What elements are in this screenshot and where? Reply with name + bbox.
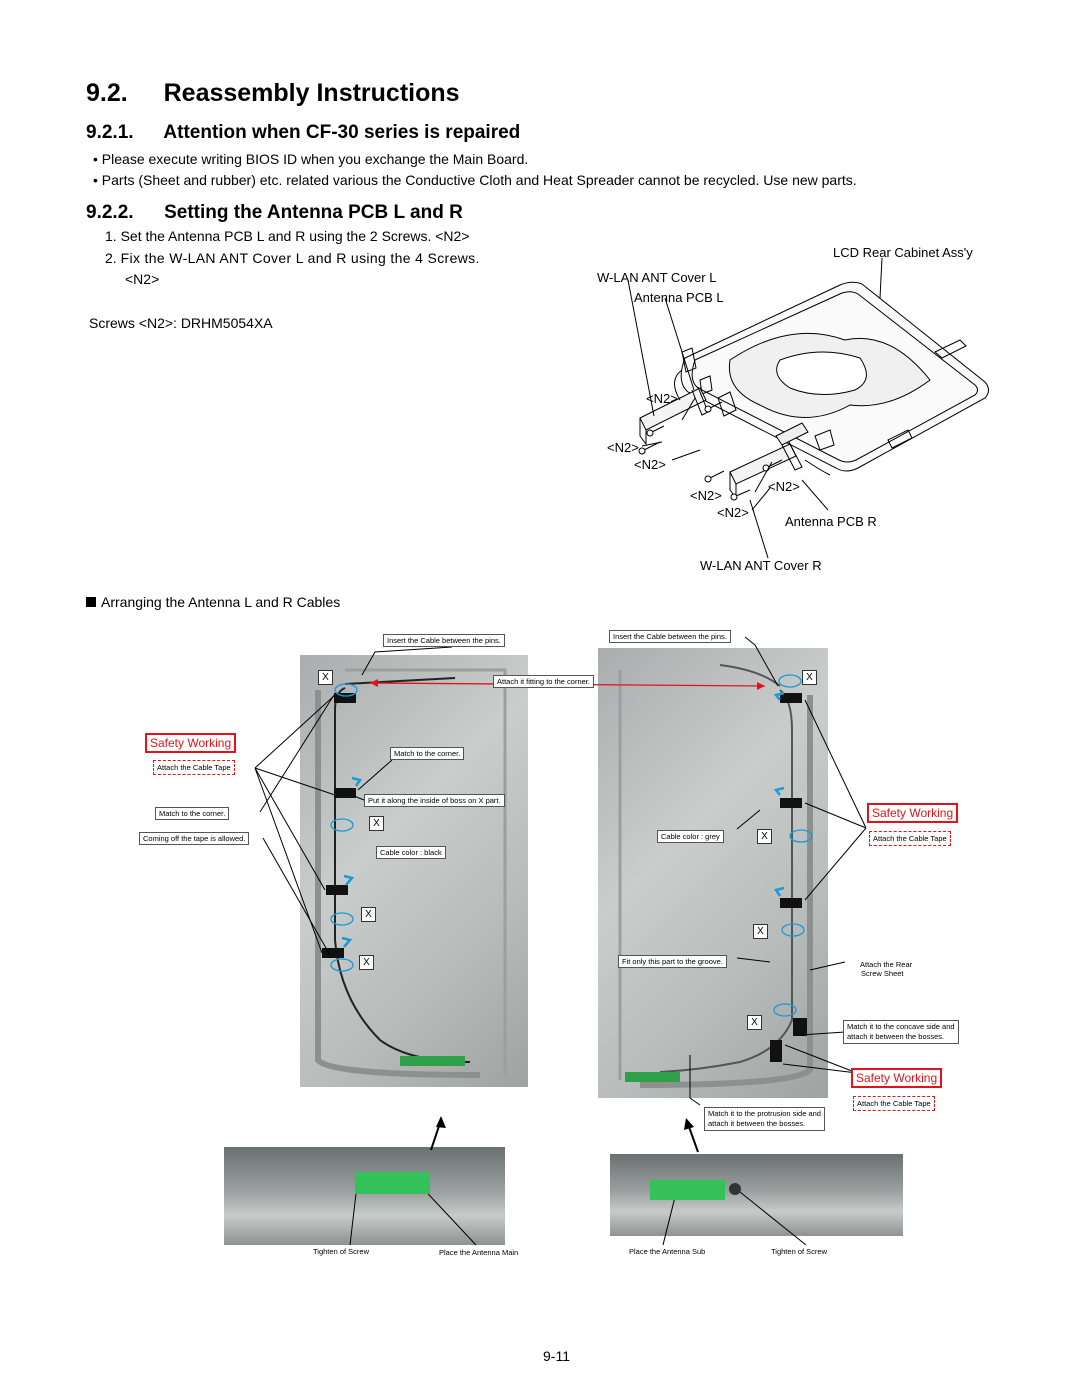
x-marker-6: X xyxy=(757,829,772,844)
step-1-text: Set the Antenna PCB L and R using the 2 Screws. <N2> xyxy=(120,228,470,244)
safety-working-badge-2: Safety Working xyxy=(867,803,958,823)
arranging-text: Arranging the Antenna L and R Cables xyxy=(101,594,341,610)
attach-fitting-callout: Attach it fitting to the corner. xyxy=(493,675,594,688)
bullet-text-1: Please execute writing BIOS ID when you exchange the Main Board. xyxy=(101,151,529,167)
x-marker-3: X xyxy=(369,816,384,831)
lcd-rear-cabinet-label: LCD Rear Cabinet Ass'y xyxy=(833,245,973,260)
x-marker-1: X xyxy=(318,670,333,685)
subsection-number-2: 9.2.2. xyxy=(86,202,134,223)
n2-label-5: <N2> xyxy=(690,488,722,503)
subsection-number-1: 9.2.1. xyxy=(86,122,134,143)
step-1 xyxy=(105,228,470,244)
antenna-pcb-r-label: Antenna PCB R xyxy=(785,514,877,529)
bullet-text-2: Parts (Sheet and rubber) etc. related various the Conductive Cloth and Heat Spreader cannot be recycled. Use new parts. xyxy=(101,172,857,188)
n2-label-6: <N2> xyxy=(717,505,749,520)
screws-note: Screws <N2>: DRHM5054XA xyxy=(89,315,273,331)
match-concave-callout xyxy=(843,1020,959,1044)
cable-black-callout: Cable color : black xyxy=(376,846,446,859)
x-marker-8: X xyxy=(747,1015,762,1030)
cable-grey-callout: Cable color : grey xyxy=(657,830,724,843)
attach-rear-line-1: Attach the Rear xyxy=(860,960,913,969)
match-corner-mid-callout: Match to the corner. xyxy=(390,747,464,760)
tighten-screw-caption-r: Tighten of Screw xyxy=(771,1247,827,1256)
attach-rear-screw-sheet-note xyxy=(860,960,912,978)
place-antenna-main-caption: Place the Antenna Main xyxy=(439,1248,519,1257)
wlan-ant-cover-l-label: W-LAN ANT Cover L xyxy=(597,270,717,285)
subsection-title-2: Setting the Antenna PCB L and R xyxy=(164,202,463,223)
antenna-pcb-l-label: Antenna PCB L xyxy=(634,290,724,305)
bullet-1: • Please execute writing BIOS ID when you exchange the Main Board. xyxy=(93,151,529,167)
put-along-boss-callout: Put it along the inside of boss on X part. xyxy=(364,794,505,807)
match-concave-line-1: Match it to the concave side and xyxy=(847,1022,955,1031)
step-2 xyxy=(105,250,541,266)
fit-groove-callout: Fit only this part to the groove. xyxy=(618,955,727,968)
safety-working-badge-3: Safety Working xyxy=(851,1068,942,1088)
match-protrusion-callout xyxy=(704,1107,825,1131)
subsection-title-1: Attention when CF-30 series is repaired xyxy=(163,122,521,143)
x-marker-7: X xyxy=(753,924,768,939)
coming-off-tape-callout: Coming off the tape is allowed. xyxy=(139,832,249,845)
section-number: 9.2. xyxy=(86,79,128,107)
section-heading xyxy=(86,79,460,108)
safety-working-badge-1: Safety Working xyxy=(145,733,236,753)
n2-label-2: <N2> xyxy=(607,440,639,455)
step-2-continuation: <N2> xyxy=(125,271,160,287)
page-number: 9-11 xyxy=(543,1348,570,1364)
match-corner-left-callout: Match to the corner. xyxy=(155,807,229,820)
x-marker-5: X xyxy=(359,955,374,970)
wlan-ant-cover-r-label: W-LAN ANT Cover R xyxy=(700,558,822,573)
match-protrusion-line-2: attach it between the bosses. xyxy=(708,1119,806,1128)
attach-cable-tape-note-2: Attach the Cable Tape xyxy=(869,831,951,846)
n2-label-1: <N2> xyxy=(646,391,678,406)
attach-cable-tape-note-1: Attach the Cable Tape xyxy=(153,760,235,775)
match-protrusion-line-1: Match it to the protrusion side and xyxy=(708,1109,821,1118)
bullet-2: • Parts (Sheet and rubber) etc. related various the Conductive Cloth and Heat Spreader cannot be recycled. Use new parts. xyxy=(93,172,857,188)
step-2-text: Fix the W-LAN ANT Cover L and R using the 4 Screws. xyxy=(120,250,480,266)
section-title: Reassembly Instructions xyxy=(163,79,460,107)
subsection-heading-1 xyxy=(86,122,520,144)
subsection-heading-2 xyxy=(86,202,463,224)
n2-label-4: <N2> xyxy=(768,479,800,494)
match-concave-line-2: attach it between the bosses. xyxy=(847,1032,945,1041)
n2-label-3: <N2> xyxy=(634,457,666,472)
place-antenna-sub-caption: Place the Antenna Sub xyxy=(629,1247,706,1256)
x-marker-2: X xyxy=(802,670,817,685)
step-1-number: 1. xyxy=(105,228,117,244)
cable-routing-overlay xyxy=(0,600,1080,1280)
insert-cable-r-callout: Insert the Cable between the pins. xyxy=(609,630,731,643)
step-2-number: 2. xyxy=(105,250,117,266)
tighten-screw-caption-l: Tighten of Screw xyxy=(313,1247,369,1256)
x-marker-4: X xyxy=(361,907,376,922)
attach-cable-tape-note-3: Attach the Cable Tape xyxy=(853,1096,935,1111)
insert-cable-l-callout: Insert the Cable between the pins. xyxy=(383,634,505,647)
attach-rear-line-2: Screw Sheet xyxy=(861,969,904,978)
